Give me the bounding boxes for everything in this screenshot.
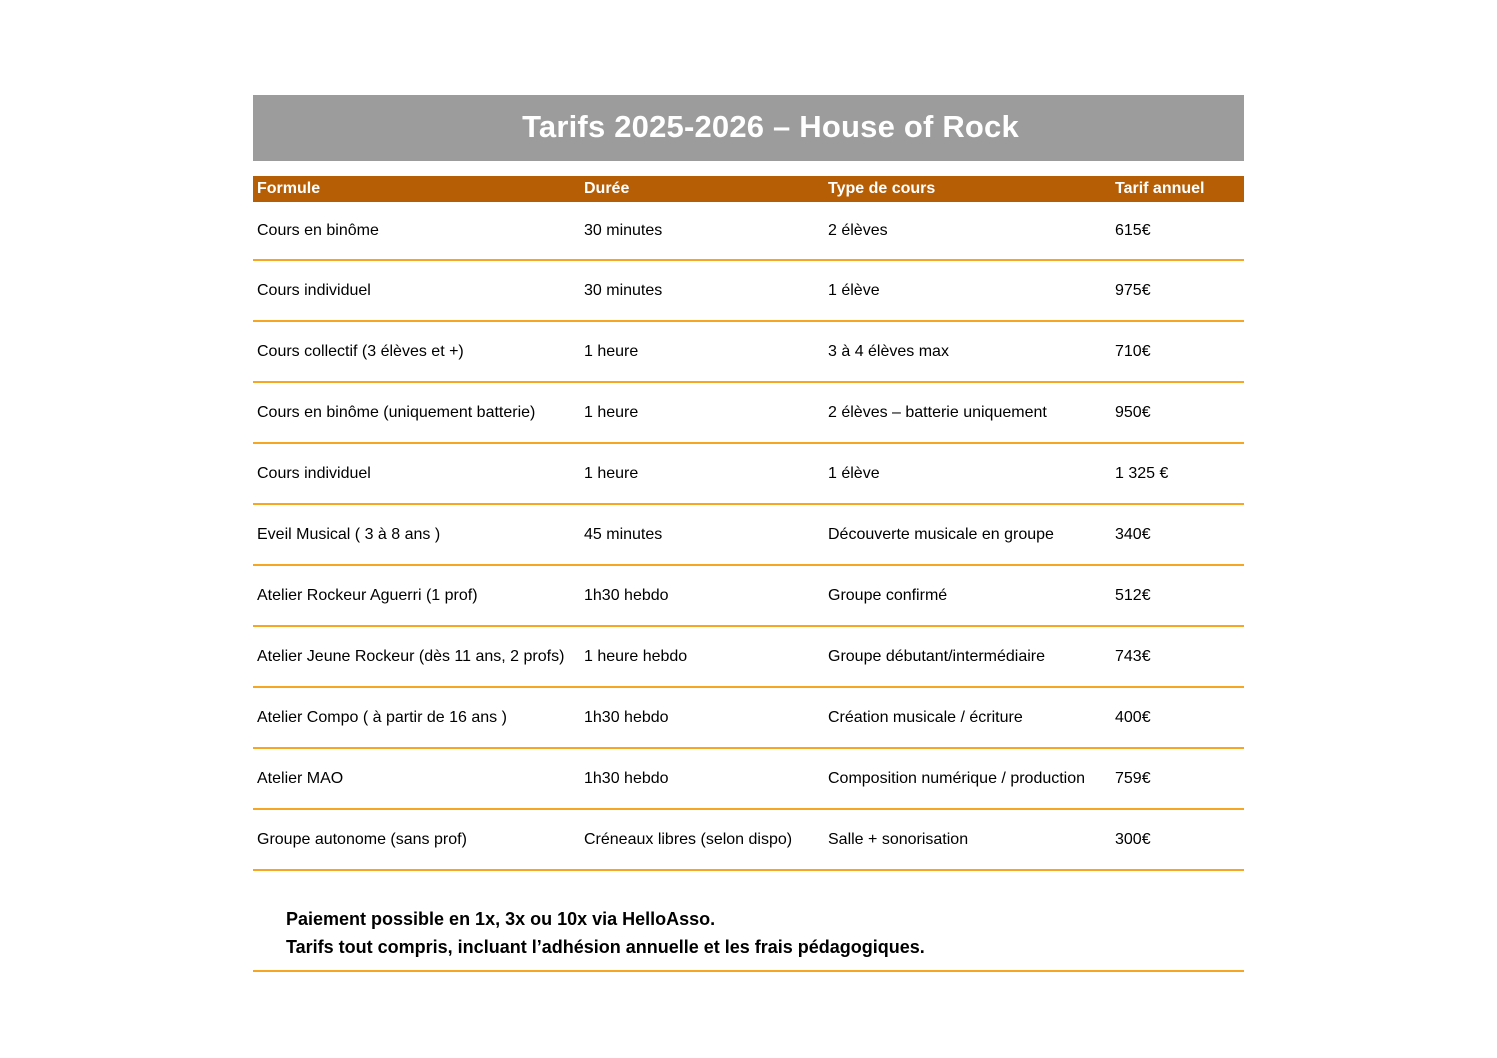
column-header-formule: Formule: [253, 176, 580, 202]
cell-tarif: 759€: [1111, 748, 1244, 809]
cell-duree: Créneaux libres (selon dispo): [580, 809, 824, 870]
cell-duree: 1h30 hebdo: [580, 748, 824, 809]
cell-tarif: 743€: [1111, 626, 1244, 687]
cell-formule: Cours en binôme: [253, 202, 580, 260]
cell-duree: 1 heure: [580, 443, 824, 504]
cell-tarif: 512€: [1111, 565, 1244, 626]
table-row: [253, 687, 1244, 748]
column-header-type: Type de cours: [824, 176, 1111, 202]
table-row: [253, 748, 1244, 809]
column-header-duree: Durée: [580, 176, 824, 202]
price-sheet: [253, 95, 1244, 972]
table-body: [253, 202, 1244, 870]
pricing-note: Tarifs tout compris, incluant l’adhésion annuelle et les frais pédagogiques.: [286, 937, 925, 957]
cell-type: 3 à 4 élèves max: [824, 321, 1111, 382]
cell-type: 2 élèves: [824, 202, 1111, 260]
cell-duree: 1 heure hebdo: [580, 626, 824, 687]
cell-type: 2 élèves – batterie uniquement: [824, 382, 1111, 443]
cell-duree: 45 minutes: [580, 504, 824, 565]
payment-notes: [253, 905, 1244, 972]
cell-formule: Atelier MAO: [253, 748, 580, 809]
table-header: [253, 176, 1244, 202]
cell-type: 1 élève: [824, 443, 1111, 504]
table-row: [253, 202, 1244, 260]
cell-formule: Cours en binôme (uniquement batterie): [253, 382, 580, 443]
cell-formule: Atelier Rockeur Aguerri (1 prof): [253, 565, 580, 626]
cell-type: Création musicale / écriture: [824, 687, 1111, 748]
cell-type: 1 élève: [824, 260, 1111, 321]
payment-note: Paiement possible en 1x, 3x ou 10x via HelloAsso.: [286, 909, 716, 929]
column-header-tarif: Tarif annuel: [1111, 176, 1244, 202]
table-row: [253, 260, 1244, 321]
cell-tarif: 340€: [1111, 504, 1244, 565]
cell-formule: Atelier Jeune Rockeur (dès 11 ans, 2 profs): [253, 626, 580, 687]
table-row: [253, 504, 1244, 565]
cell-formule: Atelier Compo ( à partir de 16 ans ): [253, 687, 580, 748]
table-row: [253, 382, 1244, 443]
cell-tarif: 710€: [1111, 321, 1244, 382]
pricing-table: [253, 176, 1244, 871]
cell-type: Groupe débutant/intermédiaire: [824, 626, 1111, 687]
cell-type: Composition numérique / production: [824, 748, 1111, 809]
table-row: [253, 443, 1244, 504]
cell-duree: 30 minutes: [580, 260, 824, 321]
page-title: Tarifs 2025-2026 – House of Rock: [522, 109, 1019, 144]
table-row: [253, 626, 1244, 687]
cell-duree: 1 heure: [580, 382, 824, 443]
cell-formule: Cours individuel: [253, 443, 580, 504]
cell-duree: 1h30 hebdo: [580, 687, 824, 748]
cell-tarif: 400€: [1111, 687, 1244, 748]
cell-type: Découverte musicale en groupe: [824, 504, 1111, 565]
cell-duree: 1h30 hebdo: [580, 565, 824, 626]
cell-tarif: 1 325 €: [1111, 443, 1244, 504]
cell-tarif: 975€: [1111, 260, 1244, 321]
cell-formule: Eveil Musical ( 3 à 8 ans ): [253, 504, 580, 565]
cell-tarif: 950€: [1111, 382, 1244, 443]
cell-formule: Cours individuel: [253, 260, 580, 321]
cell-type: Groupe confirmé: [824, 565, 1111, 626]
cell-formule: Groupe autonome (sans prof): [253, 809, 580, 870]
cell-duree: 1 heure: [580, 321, 824, 382]
cell-tarif: 300€: [1111, 809, 1244, 870]
cell-type: Salle + sonorisation: [824, 809, 1111, 870]
table-row: [253, 321, 1244, 382]
cell-tarif: 615€: [1111, 202, 1244, 260]
cell-duree: 30 minutes: [580, 202, 824, 260]
table-row: [253, 565, 1244, 626]
cell-formule: Cours collectif (3 élèves et +): [253, 321, 580, 382]
table-row: [253, 809, 1244, 870]
header-row: [253, 176, 1244, 202]
title-bar: [253, 95, 1244, 161]
